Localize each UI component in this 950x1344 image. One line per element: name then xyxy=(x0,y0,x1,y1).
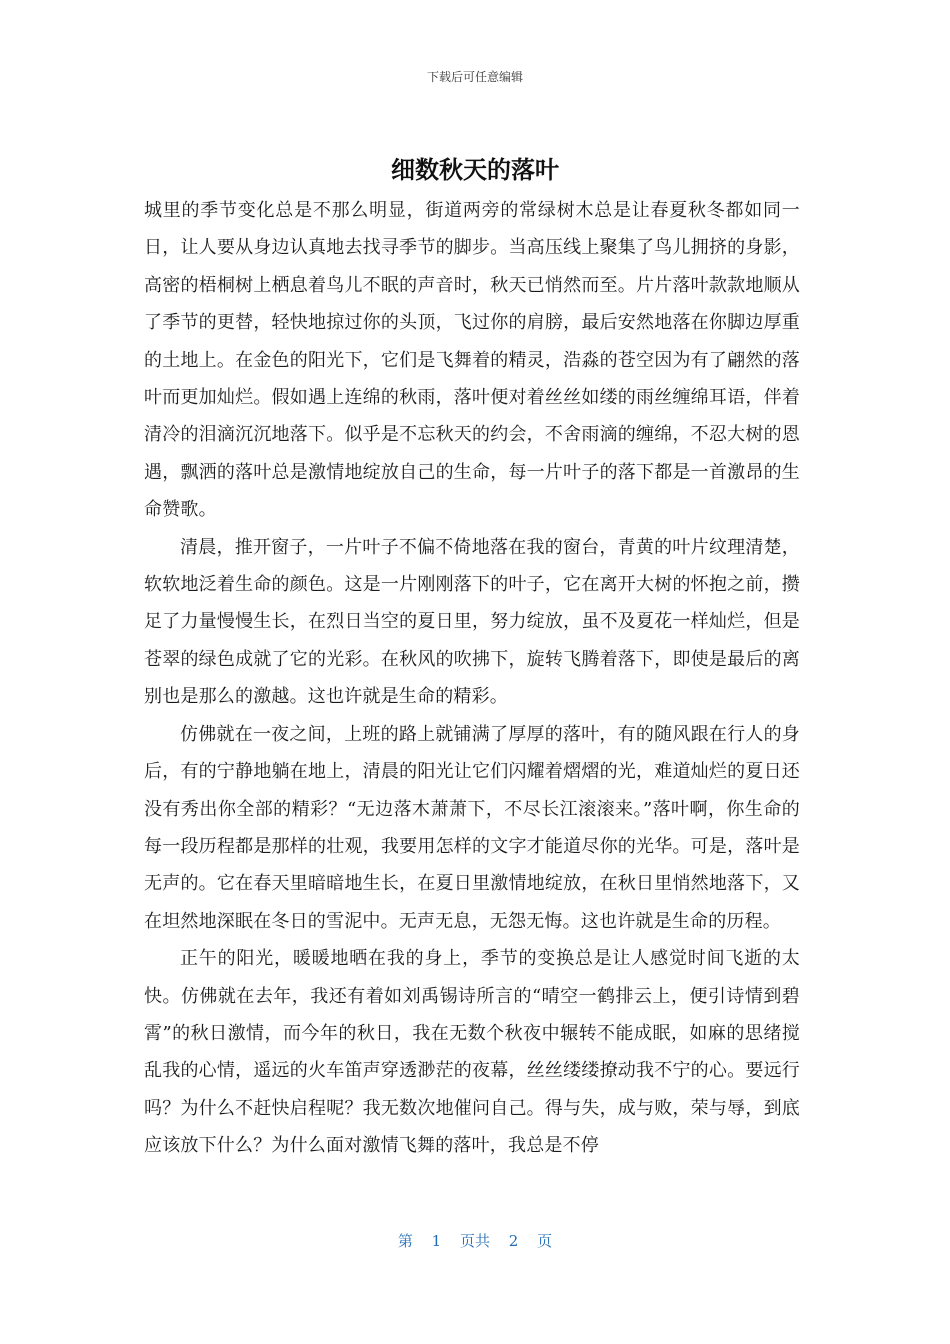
header-note: 下载后可任意编辑 xyxy=(426,70,523,84)
paragraph-2: 清晨，推开窗子，一片叶子不偏不倚地落在我的窗台，青黄的叶片纹理清楚，软软地泛着生命的颜色。这是一片刚刚落下的叶子，它在离开大树的怀抱之前，攒足了力量慢慢生长，在烈日当空的夏日里，努力绽放，虽不及夏花一样灿烂，但是苍翠的绿色成就了它的光彩。在秋风的吹拂下，旋转飞腾着落下，即使是最后的离别也是那么的激越。这也许就是生命的精彩。 xyxy=(144,536,800,708)
document-title: 细数秋天的落叶 xyxy=(391,156,559,184)
paragraph-4: 正午的阳光，暖暖地晒在我的身上，季节的变换总是让人感觉时间飞逝的太快。仿佛就在去年，我还有着如刘禹锡诗所言的“晴空一鹤排云上，便引诗情到碧霄”的秋日激情，而今年的秋日，我在无数个秋夜中辗转不能成眠，如麻的思绪搅乱我的心情，遥远的火车笛声穿透渺茫的夜幕，丝丝缕缕撩动我不宁的心。要远行吗？为什么不赶快启程呢？我无数次地催问自己。得与失，成与败，荣与辱，到底应该放下什么？为什么面对激情飞舞的落叶，我总是不停 xyxy=(144,948,800,1157)
paragraph-3: 仿佛就在一夜之间，上班的路上就铺满了厚厚的落叶，有的随风跟在行人的身后，有的宁静地躺在地上，清晨的阳光让它们闪耀着熠熠的光，难道灿烂的夏日还没有秀出你全部的精彩？“无边落木萧萧下，不尽长江滚滚来。”落叶啊，你生命的每一段历程都是那样的壮观，我要用怎样的文字才能道尽你的光华。可是，落叶是无声的。它在春天里暗暗地生长，在夏日里激情地绽放，在秋日里悄然地落下，又在坦然地深眠在冬日的雪泥中。无声无息，无怨无悔。这也许就是生命的历程。 xyxy=(144,723,800,932)
page-number-footer: 第 1 页共 2 页 xyxy=(397,1232,553,1250)
document-body xyxy=(144,192,800,1165)
paragraph-1: 城里的季节变化总是不那么明显，街道两旁的常绿树木总是让春夏秋冬都如同一日，让人要从身边认真地去找寻季节的脚步。当高压线上聚集了鸟儿拥挤的身影，高密的梧桐树上栖息着鸟儿不眠的声音时，秋天已悄然而至。片片落叶款款地顺从了季节的更替，轻快地掠过你的头顶，飞过你的肩膀，最后安然地落在你脚边厚重的土地上。在金色的阳光下，它们是飞舞着的精灵，浩淼的苍空因为有了翩然的落叶而更加灿烂。假如遇上连绵的秋雨，落叶便对着丝丝如缕的雨丝缠绵耳语，伴着清冷的泪滴沉沉地落下。似乎是不忘秋天的约会，不舍雨滴的缠绵，不忍大树的恩遇，飘洒的落叶总是激情地绽放自己的生命，每一片叶子的落下都是一首激昂的生命赞歌。 xyxy=(144,200,800,521)
